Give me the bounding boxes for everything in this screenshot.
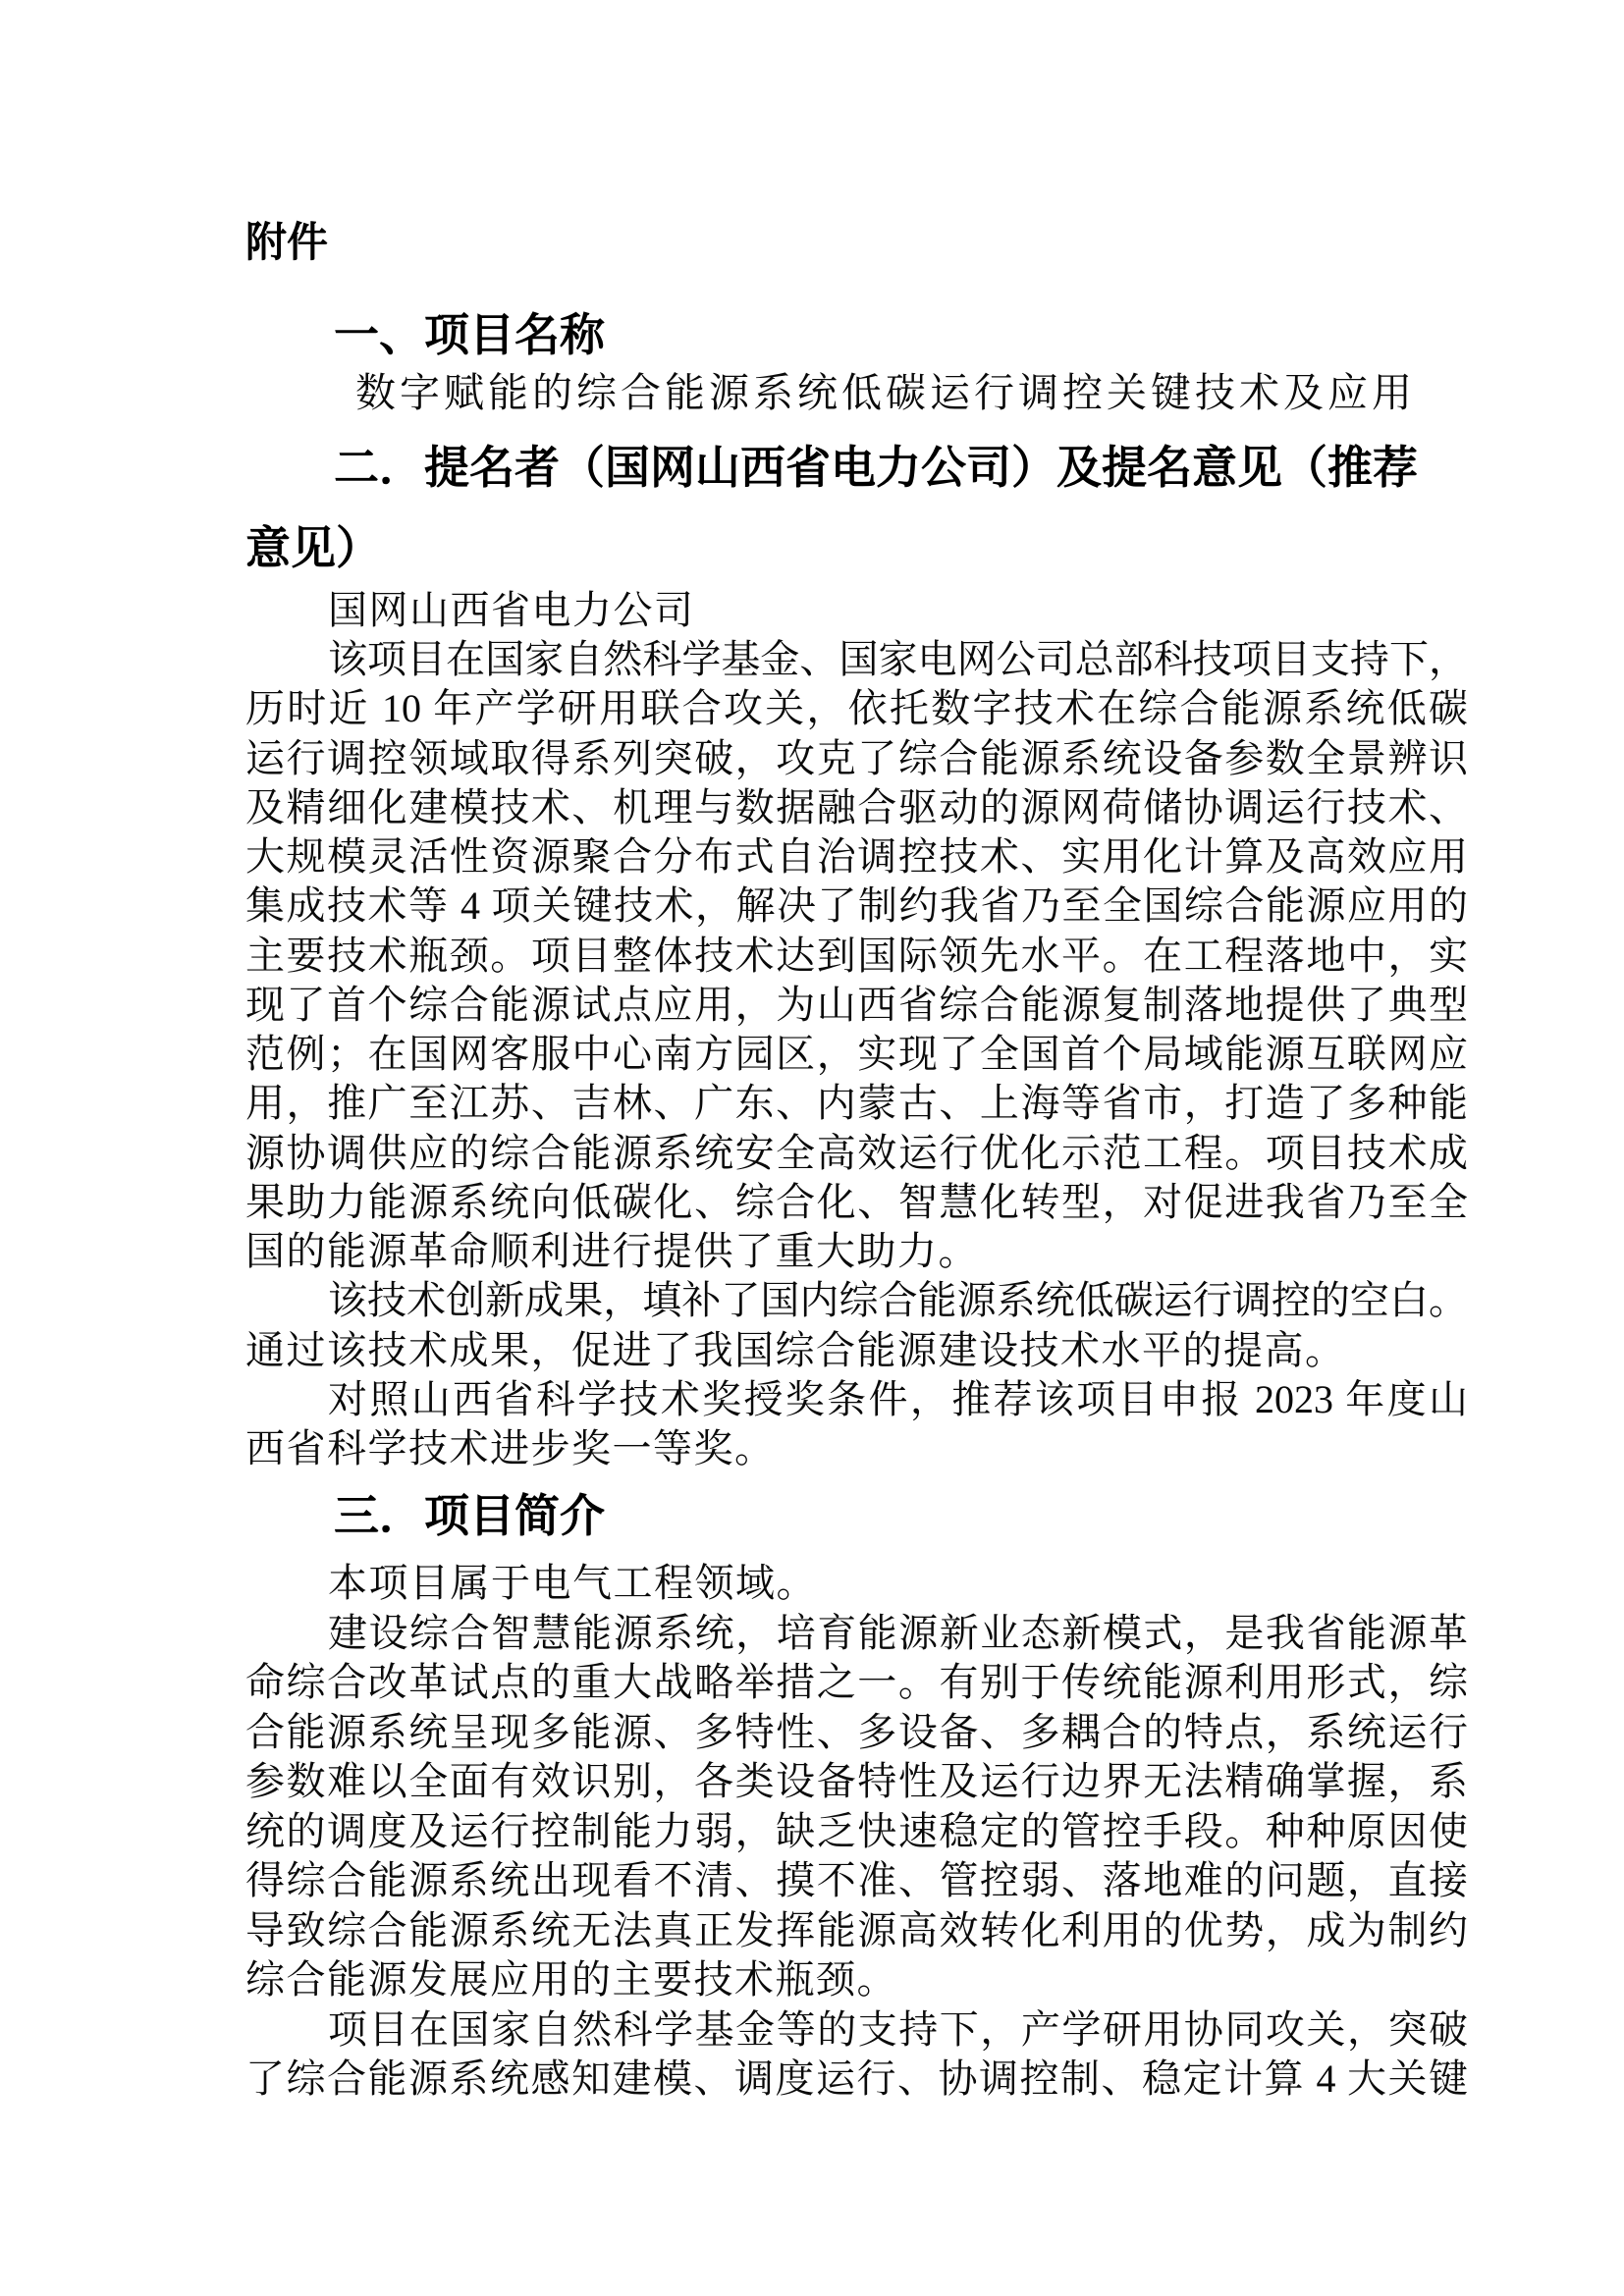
body-line: 果助力能源系统向低碳化、综合化、智慧化转型，对促进我省乃至全 <box>245 1180 1468 1224</box>
body-line: 综合能源发展应用的主要技术瓶颈。 <box>245 1957 897 2002</box>
body-line: 合能源系统呈现多能源、多特性、多设备、多耦合的特点，系统运行 <box>245 1710 1468 1754</box>
body-line: 了综合能源系统感知建模、调度运行、协调控制、稳定计算 4 大关键 <box>245 2056 1468 2101</box>
body-line: 大规模灵活性资源聚合分布式自治调控技术、实用化计算及高效应用 <box>245 834 1468 879</box>
section1-heading: 一、项目名称 <box>334 309 605 360</box>
body-line: 现了首个综合能源试点应用，为山西省综合能源复制落地提供了典型 <box>245 983 1468 1027</box>
body-line: 通过该技术成果，促进了我国综合能源建设技术水平的提高。 <box>245 1328 1346 1372</box>
body-line: 集成技术等 4 项关键技术，解决了制约我省乃至全国综合能源应用的 <box>245 883 1468 928</box>
section2-heading-line1: 二．提名者（国网山西省电力公司）及提名意见（推荐 <box>334 442 1418 493</box>
body-line: 国网山西省电力公司 <box>328 588 695 632</box>
body-line: 统的调度及运行控制能力弱，缺乏快速稳定的管控手段。种种原因使 <box>245 1809 1468 1853</box>
body-line: 用，推广至江苏、吉林、广东、内蒙古、上海等省市，打造了多种能 <box>245 1081 1468 1125</box>
body-line: 参数难以全面有效识别，各类设备特性及运行边界无法精确掌握，系 <box>245 1759 1468 1803</box>
body-line: 得综合能源系统出现看不清、摸不准、管控弱、落地难的问题，直接 <box>245 1858 1468 1902</box>
body-line: 历时近 10 年产学研用联合攻关，依托数字技术在综合能源系统低碳 <box>245 686 1468 730</box>
body-line: 建设综合智慧能源系统，培育能源新业态新模式，是我省能源革 <box>328 1611 1468 1655</box>
body-line: 范例；在国网客服中心南方园区，实现了全国首个局域能源互联网应 <box>245 1032 1468 1076</box>
body-line: 主要技术瓶颈。项目整体技术达到国际领先水平。在工程落地中，实 <box>245 934 1468 978</box>
body-line: 西省科学技术进步奖一等奖。 <box>245 1426 776 1470</box>
section2-heading-line2: 意见） <box>245 522 381 573</box>
body-line: 及精细化建模技术、机理与数据融合驱动的源网荷储协调运行技术、 <box>245 785 1468 829</box>
body-line: 该技术创新成果，填补了国内综合能源系统低碳运行调控的空白。 <box>328 1278 1468 1322</box>
section3-heading: 三．项目简介 <box>334 1490 605 1541</box>
body-line: 命综合改革试点的重大战略举措之一。有别于传统能源利用形式，综 <box>245 1660 1468 1704</box>
body-line: 导致综合能源系统无法真正发挥能源高效转化利用的优势，成为制约 <box>245 1908 1468 1952</box>
project-name: 数字赋能的综合能源系统低碳运行调控关键技术及应用 <box>355 370 1416 415</box>
body-line: 源协调供应的综合能源系统安全高效运行优化示范工程。项目技术成 <box>245 1131 1468 1175</box>
body-line: 本项目属于电气工程领域。 <box>328 1561 817 1605</box>
body-line: 国的能源革命顺利进行提供了重大助力。 <box>245 1229 979 1273</box>
body-line: 对照山西省科学技术奖授奖条件，推荐该项目申报 2023 年度山 <box>328 1377 1468 1421</box>
attachment-label: 附件 <box>245 219 329 265</box>
body-line: 运行调控领域取得系列突破，攻克了综合能源系统设备参数全景辨识 <box>245 736 1468 780</box>
body-line: 该项目在国家自然科学基金、国家电网公司总部科技项目支持下， <box>328 637 1468 681</box>
body-line: 项目在国家自然科学基金等的支持下，产学研用协同攻关，突破 <box>328 2007 1468 2052</box>
